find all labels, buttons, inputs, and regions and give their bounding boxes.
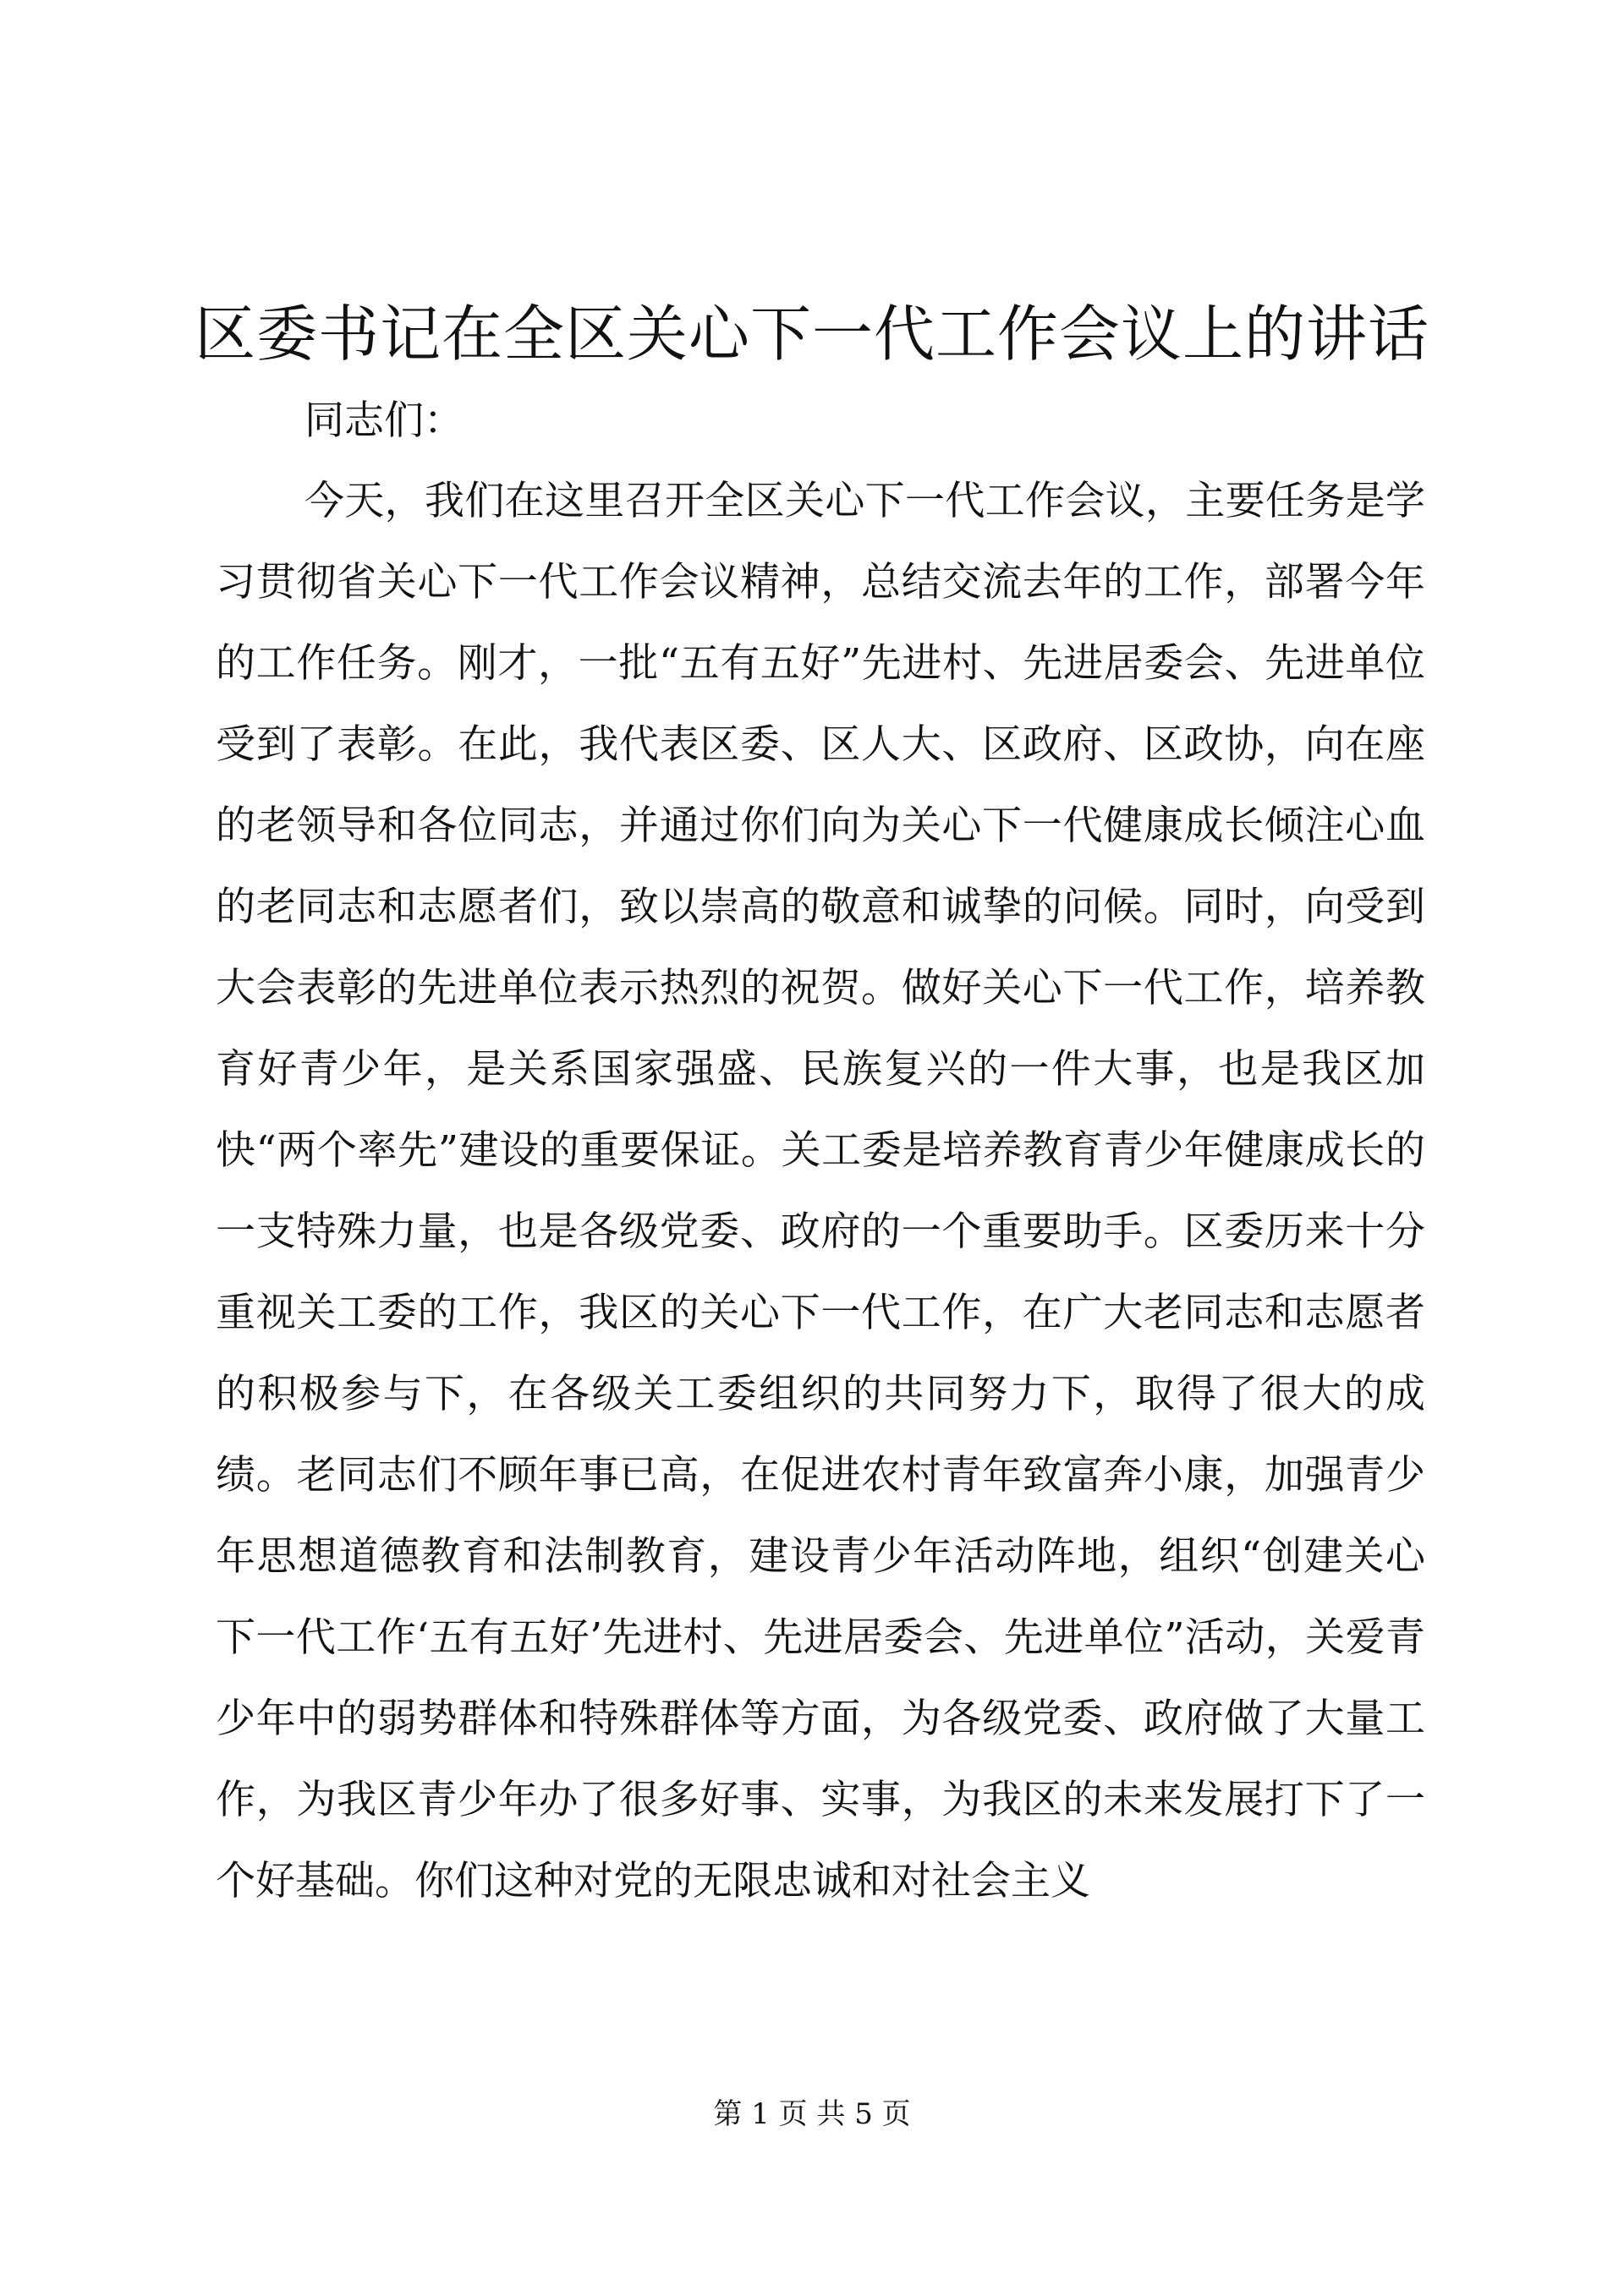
body-paragraph: 今天，我们在这里召开全区关心下一代工作会议，主要任务是学习贯彻省关心下一代工作会议精神，总结交流去年的工作，部署今年的工作任务。刚才，一批“五有五好”先进村、先进居委会、先进单位受到了表彰。在此，我代表区委、区人大、区政府、区政协，向在座的老领导和各位同志，并通过你们向为关心下一代健康成长倾注心血的老同志和志愿者们，致以崇高的敬意和诚挚的问候。同时，向受到大会表彰的先进单位表示热烈的祝贺。做好关心下一代工作，培养教育好青少年，是关系国家强盛、民族复兴的一件大事，也是我区加快“两个率先”建设的重要保证。关工委是培养教育青少年健康成长的一支特殊力量，也是各级党委、政府的一个重要助手。区委历来十分重视关工委的工作，我区的关心下一代工作，在广大老同志和志愿者的积极参与下，在各级关工委组织的共同努力下，取得了很大的成绩。老同志们不顾年事已高，在促进农村青年致富奔小康，加强青少年思想道德教育和法制教育，建设青少年活动阵地，组织“创建关心下一代工作‘五有五好’先进村、先进居委会、先进单位”活动，关爱青少年中的弱势群体和特殊群体等方面，为各级党委、政府做了大量工作，为我区青少年办了很多好事、实事，为我区的未来发展打下了一个好基础。你们这种对党的无限忠诚和对社会主义 [216, 478, 1425, 1904]
document-title: 区委书记在全区关心下一代工作会议上的讲话 [194, 299, 1429, 370]
page-number-footer: 第 1 页 共 5 页 [713, 2097, 911, 2131]
greeting-line: 同志们： [304, 397, 464, 444]
